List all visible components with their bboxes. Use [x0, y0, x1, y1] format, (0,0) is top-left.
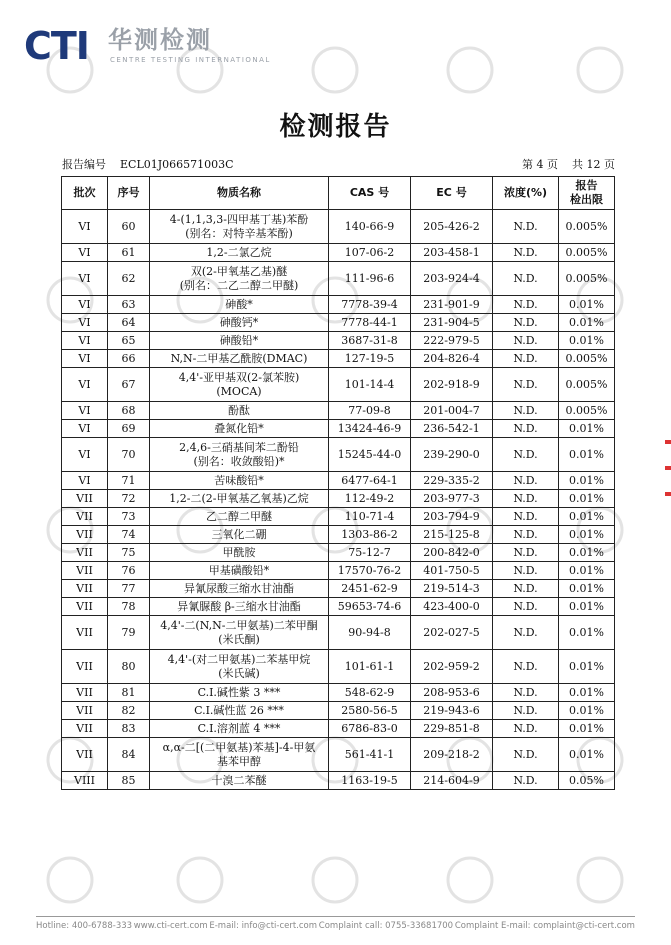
cell-no: 70: [108, 438, 150, 472]
table-row: [62, 562, 615, 580]
page-current: 第 4 页: [522, 158, 558, 171]
cell-conc: N.D.: [493, 544, 559, 562]
cell-cas: 6477-64-1: [329, 472, 411, 490]
footer-complaint-call: Complaint call: 0755-33681700: [318, 921, 454, 931]
cell-cas: 7778-39-4: [329, 296, 411, 314]
cell-conc: N.D.: [493, 332, 559, 350]
cell-no: 80: [108, 650, 150, 684]
cell-ec: 236-542-1: [411, 420, 493, 438]
cell-limit: 0.01%: [559, 314, 615, 332]
cell-name: 1,2-二氯乙烷: [150, 244, 329, 262]
cell-no: 81: [108, 684, 150, 702]
cell-name: 砷酸钙*: [150, 314, 329, 332]
cell-ec: 219-514-3: [411, 580, 493, 598]
report-number: [62, 156, 234, 172]
cell-name: C.I.碱性紫 3 ***: [150, 684, 329, 702]
table-row: [62, 332, 615, 350]
cell-conc: N.D.: [493, 684, 559, 702]
cell-conc: N.D.: [493, 350, 559, 368]
table-row: [62, 684, 615, 702]
cell-batch: VII: [62, 738, 108, 772]
results-table: [61, 176, 615, 790]
table-row: [62, 738, 615, 772]
cell-batch: VII: [62, 650, 108, 684]
cell-ec: 423-400-0: [411, 598, 493, 616]
table-row: [62, 598, 615, 616]
watermark-seal: [578, 48, 622, 92]
cell-conc: N.D.: [493, 490, 559, 508]
cell-cas: 2580-56-5: [329, 702, 411, 720]
cell-no: 61: [108, 244, 150, 262]
cell-limit: 0.01%: [559, 650, 615, 684]
cell-ec: 202-027-5: [411, 616, 493, 650]
cell-conc: N.D.: [493, 402, 559, 420]
cell-cas: 1163-19-5: [329, 772, 411, 790]
cell-batch: VI: [62, 350, 108, 368]
col-cas: CAS 号: [329, 177, 411, 210]
cell-ec: 229-335-2: [411, 472, 493, 490]
cell-cas: 77-09-8: [329, 402, 411, 420]
cell-batch: VII: [62, 580, 108, 598]
cell-cas: 112-49-2: [329, 490, 411, 508]
cell-name: 4,4'-亚甲基双(2-氯苯胺) (MOCA): [150, 368, 329, 402]
cell-conc: N.D.: [493, 296, 559, 314]
table-row: [62, 544, 615, 562]
cell-ec: 214-604-9: [411, 772, 493, 790]
cell-limit: 0.005%: [559, 262, 615, 296]
cell-no: 68: [108, 402, 150, 420]
table-row: [62, 580, 615, 598]
cell-batch: VI: [62, 262, 108, 296]
cell-limit: 0.01%: [559, 544, 615, 562]
table-row: [62, 720, 615, 738]
table-row: [62, 472, 615, 490]
cell-name: 2,4,6-三硝基间苯二酚铅 (别名：收敛酸铅)*: [150, 438, 329, 472]
cell-no: 69: [108, 420, 150, 438]
cell-batch: VI: [62, 420, 108, 438]
cell-batch: VI: [62, 296, 108, 314]
cell-conc: N.D.: [493, 526, 559, 544]
cell-name: α,α-二[(二甲氨基)苯基]-4-甲氨 基苯甲醇: [150, 738, 329, 772]
cell-ec: 203-924-4: [411, 262, 493, 296]
cell-limit: 0.01%: [559, 508, 615, 526]
cell-batch: VII: [62, 684, 108, 702]
cell-name: 苦味酸铅*: [150, 472, 329, 490]
cell-ec: 229-851-8: [411, 720, 493, 738]
cell-cas: 127-19-5: [329, 350, 411, 368]
cell-ec: 208-953-6: [411, 684, 493, 702]
cell-ec: 200-842-0: [411, 544, 493, 562]
cell-limit: 0.01%: [559, 490, 615, 508]
cell-batch: VII: [62, 598, 108, 616]
cell-conc: N.D.: [493, 738, 559, 772]
table-row: [62, 350, 615, 368]
cell-no: 60: [108, 210, 150, 244]
cell-batch: VII: [62, 526, 108, 544]
cell-name: 砷酸*: [150, 296, 329, 314]
cell-ec: 401-750-5: [411, 562, 493, 580]
brand-name-en: CENTRE TESTING INTERNATIONAL: [110, 56, 271, 64]
page-title: 检测报告: [279, 112, 392, 142]
cell-conc: N.D.: [493, 598, 559, 616]
cell-cas: 1303-86-2: [329, 526, 411, 544]
cell-limit: 0.01%: [559, 702, 615, 720]
cell-no: 67: [108, 368, 150, 402]
cell-conc: N.D.: [493, 772, 559, 790]
cell-batch: VII: [62, 562, 108, 580]
cell-cas: 15245-44-0: [329, 438, 411, 472]
cell-cas: 59653-74-6: [329, 598, 411, 616]
cell-no: 66: [108, 350, 150, 368]
cell-batch: VI: [62, 244, 108, 262]
table-row: [62, 650, 615, 684]
cell-conc: N.D.: [493, 580, 559, 598]
cell-cas: 107-06-2: [329, 244, 411, 262]
cell-batch: VII: [62, 702, 108, 720]
cell-limit: 0.01%: [559, 526, 615, 544]
page-footer: [36, 916, 635, 931]
cell-cas: 101-61-1: [329, 650, 411, 684]
cell-name: 4,4'-二(N,N-二甲氨基)二苯甲酮 (米氏酮): [150, 616, 329, 650]
cell-limit: 0.005%: [559, 368, 615, 402]
cell-limit: 0.01%: [559, 720, 615, 738]
footer-hotline: Hotline: 400-6788-333: [36, 921, 133, 931]
cell-no: 76: [108, 562, 150, 580]
cell-conc: N.D.: [493, 616, 559, 650]
cell-no: 84: [108, 738, 150, 772]
cell-name: 甲基磺酸铅*: [150, 562, 329, 580]
cell-name: C.I.碱性蓝 26 ***: [150, 702, 329, 720]
watermark-seal: [313, 858, 357, 902]
cell-ec: 204-826-4: [411, 350, 493, 368]
cell-cas: 90-94-8: [329, 616, 411, 650]
cell-limit: 0.01%: [559, 332, 615, 350]
cell-cas: 75-12-7: [329, 544, 411, 562]
cell-ec: 215-125-8: [411, 526, 493, 544]
cell-no: 74: [108, 526, 150, 544]
brand-name-cn: 华测检测: [108, 26, 212, 54]
table-row: [62, 702, 615, 720]
cell-no: 63: [108, 296, 150, 314]
cell-conc: N.D.: [493, 508, 559, 526]
cell-no: 64: [108, 314, 150, 332]
cell-name: 乙二醇二甲醚: [150, 508, 329, 526]
cell-cas: 110-71-4: [329, 508, 411, 526]
report-number-value: ECL01J066571003C: [120, 158, 234, 171]
cell-no: 82: [108, 702, 150, 720]
col-conc: 浓度(%): [493, 177, 559, 210]
col-name: 物质名称: [150, 177, 329, 210]
report-number-label: 报告编号: [62, 158, 106, 171]
cell-conc: N.D.: [493, 420, 559, 438]
cell-ec: 203-794-9: [411, 508, 493, 526]
cell-limit: 0.005%: [559, 210, 615, 244]
cell-cas: 111-96-6: [329, 262, 411, 296]
cell-name: 三氧化二硼: [150, 526, 329, 544]
cell-name: 4-(1,1,3,3-四甲基丁基)苯酚 (别名：对特辛基苯酚): [150, 210, 329, 244]
cell-ec: 203-458-1: [411, 244, 493, 262]
table-header-row: [62, 177, 615, 210]
table-row: [62, 210, 615, 244]
table-row: [62, 616, 615, 650]
table-row: [62, 526, 615, 544]
cell-limit: 0.01%: [559, 420, 615, 438]
cell-ec: 231-904-5: [411, 314, 493, 332]
cell-cas: 101-14-4: [329, 368, 411, 402]
brand-header: [24, 22, 324, 72]
cell-limit: 0.01%: [559, 684, 615, 702]
cell-batch: VI: [62, 332, 108, 350]
cell-limit: 0.01%: [559, 562, 615, 580]
table-row: [62, 314, 615, 332]
table-row: [62, 508, 615, 526]
cell-batch: VII: [62, 616, 108, 650]
cell-limit: 0.01%: [559, 296, 615, 314]
cell-conc: N.D.: [493, 438, 559, 472]
cell-cas: 7778-44-1: [329, 314, 411, 332]
cell-limit: 0.01%: [559, 616, 615, 650]
cell-name: 4,4'-(对二甲氨基)二苯基甲烷 (米氏碱): [150, 650, 329, 684]
cell-ec: 231-901-9: [411, 296, 493, 314]
cell-batch: VIII: [62, 772, 108, 790]
cell-no: 75: [108, 544, 150, 562]
table-row: [62, 402, 615, 420]
cell-cas: 561-41-1: [329, 738, 411, 772]
cell-name: C.I.溶剂蓝 4 ***: [150, 720, 329, 738]
edge-mark: [665, 440, 671, 540]
footer-email: E-mail: info@cti-cert.com: [209, 921, 318, 931]
cell-name: 砷酸铅*: [150, 332, 329, 350]
cell-ec: 201-004-7: [411, 402, 493, 420]
cell-limit: 0.01%: [559, 472, 615, 490]
cell-ec: 209-218-2: [411, 738, 493, 772]
cell-ec: 219-943-6: [411, 702, 493, 720]
cell-limit: 0.01%: [559, 598, 615, 616]
cell-conc: N.D.: [493, 244, 559, 262]
table-row: [62, 296, 615, 314]
cell-limit: 0.01%: [559, 438, 615, 472]
cell-limit: 0.005%: [559, 402, 615, 420]
watermark-seal: [578, 858, 622, 902]
footer-web: www.cti-cert.com: [133, 921, 208, 931]
cell-conc: N.D.: [493, 262, 559, 296]
cell-name: 叠氮化铅*: [150, 420, 329, 438]
cell-no: 78: [108, 598, 150, 616]
cell-conc: N.D.: [493, 472, 559, 490]
col-ec: EC 号: [411, 177, 493, 210]
cell-conc: N.D.: [493, 368, 559, 402]
cell-name: 异氰脲酸 β-三缩水甘油酯: [150, 598, 329, 616]
cell-batch: VI: [62, 210, 108, 244]
cell-conc: N.D.: [493, 702, 559, 720]
cell-cas: 17570-76-2: [329, 562, 411, 580]
cell-batch: VII: [62, 544, 108, 562]
cell-no: 73: [108, 508, 150, 526]
cell-name: 甲酰胺: [150, 544, 329, 562]
cell-name: 酚酞: [150, 402, 329, 420]
cell-no: 77: [108, 580, 150, 598]
cell-name: 异氰尿酸三缩水甘油酯: [150, 580, 329, 598]
cell-no: 85: [108, 772, 150, 790]
table-row: [62, 420, 615, 438]
cell-name: N,N-二甲基乙酰胺(DMAC): [150, 350, 329, 368]
cell-no: 65: [108, 332, 150, 350]
cell-conc: N.D.: [493, 210, 559, 244]
cell-name: 十溴二苯醚: [150, 772, 329, 790]
cell-batch: VI: [62, 438, 108, 472]
watermark-seal: [448, 48, 492, 92]
cell-ec: 222-979-5: [411, 332, 493, 350]
page-total: 共 12 页: [572, 158, 615, 171]
table-row: [62, 244, 615, 262]
cell-no: 72: [108, 490, 150, 508]
cell-batch: VI: [62, 314, 108, 332]
cell-no: 71: [108, 472, 150, 490]
cell-no: 62: [108, 262, 150, 296]
cell-conc: N.D.: [493, 314, 559, 332]
cell-limit: 0.01%: [559, 738, 615, 772]
watermark-seal: [448, 858, 492, 902]
watermark-seal: [48, 858, 92, 902]
col-no: 序号: [108, 177, 150, 210]
table-row: [62, 262, 615, 296]
cell-limit: 0.05%: [559, 772, 615, 790]
cell-ec: 203-977-3: [411, 490, 493, 508]
cell-ec: 202-959-2: [411, 650, 493, 684]
cell-batch: VI: [62, 402, 108, 420]
page-indicator: [522, 156, 615, 172]
cell-cas: 3687-31-8: [329, 332, 411, 350]
cell-ec: 239-290-0: [411, 438, 493, 472]
cell-batch: VI: [62, 368, 108, 402]
cell-limit: 0.005%: [559, 244, 615, 262]
cell-batch: VII: [62, 720, 108, 738]
cell-batch: VII: [62, 508, 108, 526]
cell-name: 双(2-甲氧基乙基)醚 (别名：二乙二醇二甲醚): [150, 262, 329, 296]
watermark-seal: [178, 858, 222, 902]
table-row: [62, 438, 615, 472]
cell-ec: 202-918-9: [411, 368, 493, 402]
table-row: [62, 490, 615, 508]
cell-cas: 2451-62-9: [329, 580, 411, 598]
cell-no: 83: [108, 720, 150, 738]
cell-cas: 548-62-9: [329, 684, 411, 702]
cell-limit: 0.01%: [559, 580, 615, 598]
col-limit: 报告 检出限: [559, 177, 615, 210]
cell-batch: VII: [62, 490, 108, 508]
cell-cas: 140-66-9: [329, 210, 411, 244]
cell-limit: 0.005%: [559, 350, 615, 368]
cell-batch: VI: [62, 472, 108, 490]
cti-logo: CTI: [24, 24, 89, 68]
cell-conc: N.D.: [493, 562, 559, 580]
cell-cas: 13424-46-9: [329, 420, 411, 438]
cell-no: 79: [108, 616, 150, 650]
cell-name: 1,2-二(2-甲氧基乙氧基)乙烷: [150, 490, 329, 508]
col-batch: 批次: [62, 177, 108, 210]
footer-complaint-email: Complaint E-mail: complaint@cti-cert.com: [454, 921, 635, 931]
cell-ec: 205-426-2: [411, 210, 493, 244]
table-row: [62, 368, 615, 402]
cell-conc: N.D.: [493, 650, 559, 684]
table-row: [62, 772, 615, 790]
cell-cas: 6786-83-0: [329, 720, 411, 738]
cell-conc: N.D.: [493, 720, 559, 738]
